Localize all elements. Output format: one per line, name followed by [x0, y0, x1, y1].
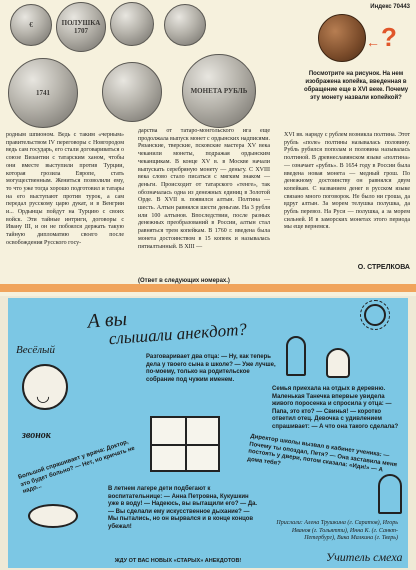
question-mark-icon: ? ← — [366, 22, 397, 52]
coin-2: ПОЛУШКА 1707 — [56, 2, 106, 52]
coin-7: МОНЕТА РУБЛЬ — [182, 54, 256, 128]
coin-photos — [6, 2, 298, 128]
answer-note: (Ответ в следующих номерах.) — [138, 278, 230, 284]
signature: Учитель смеха — [326, 550, 403, 564]
joke-5: В летнем лагере дети подбегают к воспитательнице: — Анна Петровна, Кукушкин уже в воду! — Надеюсь, вы вытащили его? — Да. — Вы сделали ему искусственное дыхание? — Мы пытались, но он вырвался и в конце концов убежал! — [108, 486, 258, 530]
coin-6 — [102, 62, 162, 122]
arrow-icon: ← — [366, 34, 380, 50]
man-figure-icon — [286, 336, 306, 376]
swimmer-illustration — [28, 504, 78, 528]
joke-1: Разговаривает два отца: — Ну, как теперь дела у твоего сына в школе? — Уже лучше, по-моему, только на родительское собрание под чужим именем. — [146, 354, 276, 383]
jokes-title: А вы слышали анекдот? — [86, 307, 248, 349]
person-figure-icon — [378, 474, 402, 514]
coin-3 — [110, 2, 154, 46]
window-illustration — [150, 416, 220, 472]
coin-4 — [164, 4, 206, 46]
orange-band — [0, 284, 416, 292]
index-label: Индекс 70443 — [370, 4, 410, 10]
prompt-text: Посмотрите на рисунок. На нем изображена копейка, введенная в обращение еще в XVI веке. Почему эту монету назвали копейкой? — [303, 71, 409, 101]
article-column-1: родным шпионом. Ведь с таким «черным» правительством IV переговоры с Новгородом ведь сам государь, его стали договариваться о союзе Византии с татарским ханом, чтобы они вместе выступили против Турции, которая грозила Европе, стать могущественным. Жениться позволили ему, то что уже тогда хорошо подготовил и татары на его выступают против турок, а сам передал русскому царю дукат, и в Венгрии и... Ордынцы пойдут на Турцию с своих войск. Эти тайные интриги, договоры с Ивану III, и он не побоялся держать такую тайную дипломатию своего после освобождения Русского госу- — [6, 132, 124, 246]
article-column-2: дарства от татаро-монгольского ига еще продолжала выпуск монет с ордынских надписями. Рязанские, тверские, псковские мастера XV века чеканили монеты, подражая ордынским чеканщикам. В конце XV в. в Москве начали выпускать серебряную монету — деньгу. С XVIII века слово стало писаться с мягким знаком — деньги. Происходит от татарского «тенге», так обозначалась одна из денежных единиц в Золотой Орде. В XVII в. появился алтын. Полтина — шесть. Алтын равнялся шести деньгам. На 3 рубля или 100 алтынов. Впоследствии, после разных денежных преобразований в России, алтын стал равняться трем копейкам. В 1760 г. введена была монета достоинством в 15 копеек и называлась пятиалтынный. В XIII — — [138, 128, 270, 250]
copper-kopeck-image — [318, 14, 366, 62]
coin-5: 1741 — [8, 58, 78, 128]
girl-figure-icon — [326, 348, 350, 378]
joke-2: Семья приехала на отдых в деревню. Маленькая Танечка впервые увидела живого поросенка и спросила у отца: — Папа, это кто? — Свинья! — коротко ответил отец. Девочка с удивлением спрашивает: — А что она такого сделала? — [272, 386, 399, 430]
footer-call: ЖДУ ОТ ВАС НОВЫХ «СТАРЫХ» АНЕКДОТОВ! — [114, 558, 242, 564]
article-column-3: XVI вв. наряду с рублем возникла полтина. Этот рубль «поле» полтины называлась половину. Рубль рубился пополам и половина называлась полтиной. В древнеславянском языке «полтина» — означает «рубль». В 1654 году в России была введена новая монета — медный грош. По денежному достоинству он равнялся двум копейкам. С названием денег в русском языке связано много поговорок. Не было ни гроша, да вдруг алтын. За морем телушка полушка, да рубль перевоз. На Руси — полушка, а за морем сильней. И в заморских монетах этого периода мы еще вернемся. — [284, 132, 410, 231]
sun-icon — [364, 304, 386, 326]
joke-3: Директор школы вызвал в кабинет ученика: — Почему ты опоздал, Петя? — Она заставила меня постоять у двери, потом сказала: «Иди!» — А дома тебя? — [246, 433, 398, 474]
joke-4: Большой спрашивает у врача: Доктор, это будет больно? — Нет, но кричать не надо... — [17, 439, 136, 496]
jokes-section — [8, 298, 408, 568]
bell-label: звонок — [22, 430, 51, 441]
coin-1: € — [10, 4, 52, 46]
jolly-label: Весёлый — [16, 344, 55, 356]
senders-list: Прислали: Алена Трушкина (г. Саратов), Игорь Иванов (г. Тольятти), Инна К. (г. Санкт-Петербург), Вика Малкина (г. Тверь) — [276, 520, 398, 541]
bell-face-icon — [22, 364, 68, 410]
author: О. СТРЕЛКОВА — [357, 264, 410, 271]
